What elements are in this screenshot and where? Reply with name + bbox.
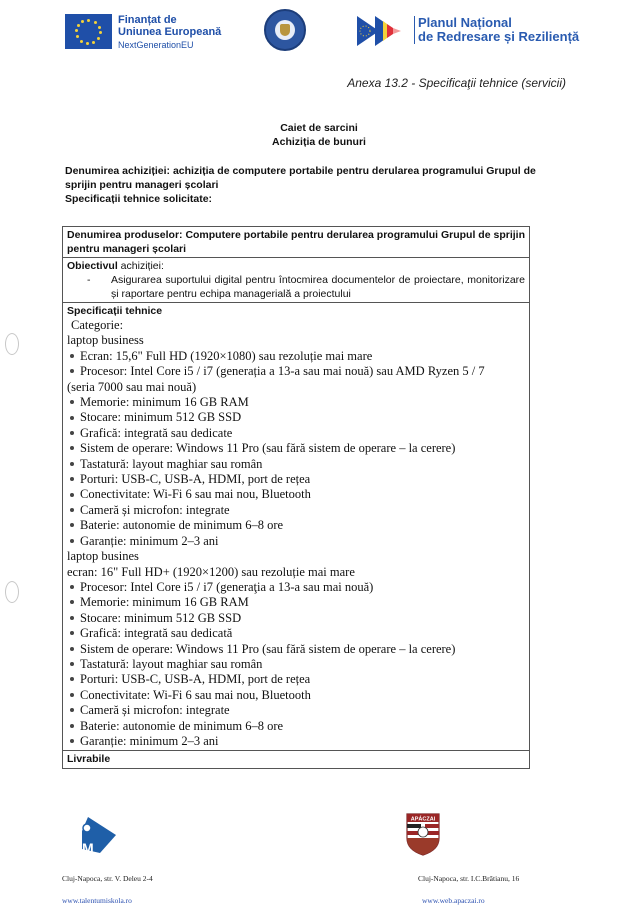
bullet-icon xyxy=(70,369,74,373)
pnrr-line-1: Planul Național xyxy=(418,15,512,30)
spec-item: Cameră și microfon: integrate xyxy=(67,703,525,718)
title-line-1: Caiet de sarcini xyxy=(280,122,358,134)
bullet-icon xyxy=(70,693,74,697)
spec-item: Cameră și microfon: integrate xyxy=(67,503,525,518)
bullet-icon xyxy=(70,647,74,651)
spec-item: Memorie: minimum 16 GB RAM xyxy=(67,595,525,610)
category-label: Categorie: xyxy=(71,318,124,332)
product-name-row xyxy=(63,227,529,258)
product-name: Denumirea produselor: Computere portabile pentru derularea programului Grupul de sprijin pentru manageri școlari xyxy=(67,229,525,255)
spec-item: Sistem de operare: Windows 11 Pro (sau fără sistem de operare – la cerere) xyxy=(67,642,525,657)
spec-item: Grafică: integrată sau dedicată xyxy=(67,626,525,641)
spec-item: Porturi: USB-C, USB-A, HDMI, port de rețea xyxy=(67,672,525,687)
deliverables-row xyxy=(63,751,529,768)
specs-title: Specificații tehnice xyxy=(67,305,163,317)
specs-requested-label: Specificații tehnice solicitate: xyxy=(65,193,213,205)
bullet-icon xyxy=(70,400,74,404)
document-title xyxy=(0,121,638,149)
pnrr-label xyxy=(414,16,579,44)
spec-item: Stocare: minimum 512 GB SSD xyxy=(67,410,525,425)
footer-left-address: Cluj-Napoca, str. V. Deleu 2-4 xyxy=(62,874,153,883)
spec-item: Baterie: autonomie de minimum 6–8 ore xyxy=(67,719,525,734)
spec-item: Stocare: minimum 512 GB SSD xyxy=(67,611,525,626)
spec-item: Grafică: integrată sau dedicate xyxy=(67,426,525,441)
bullet-icon xyxy=(70,585,74,589)
spec-item-continuation: (seria 7000 sau mai nouă) xyxy=(67,379,197,394)
pnrr-arrow-logo-icon xyxy=(357,16,412,46)
spec-item: Memorie: minimum 16 GB RAM xyxy=(67,395,525,410)
bullet-icon xyxy=(70,662,74,666)
laptop-1-name: laptop business xyxy=(67,333,144,348)
footer-left-url[interactable]: www.talentumiskola.ro xyxy=(62,896,132,905)
spec-item: Sistem de operare: Windows 11 Pro (sau fără sistem de operare – la cerere) xyxy=(67,441,525,456)
bullet-icon xyxy=(70,446,74,450)
bullet-icon xyxy=(70,708,74,712)
footer-right-address: Cluj-Napoca, str. I.C.Brătianu, 16 xyxy=(418,874,520,883)
punch-hole-mark xyxy=(5,333,19,355)
technical-specs-row xyxy=(63,303,529,751)
bullet-icon xyxy=(70,523,74,527)
spec-item: Tastatură: layout maghiar sau român xyxy=(67,457,525,472)
eu-flag-logo xyxy=(65,14,112,49)
objective-row xyxy=(63,258,529,303)
bullet-icon xyxy=(70,677,74,681)
apaczai-school-crest-icon xyxy=(406,812,440,856)
apaczai-logo-text: APÁCZAI xyxy=(410,816,436,823)
pnrr-line-2: de Redresare și Reziliență xyxy=(418,29,580,44)
objective-label: Obiectivul xyxy=(67,260,118,272)
spec-item: Garanție: minimum 2–3 ani xyxy=(67,534,525,549)
svg-text:M: M xyxy=(82,840,94,855)
eu-line-3: NextGenerationEU xyxy=(118,40,194,50)
spec-item: Baterie: autonomie de minimum 6–8 ore xyxy=(67,518,525,533)
eu-line-2: Uniunea Europeană xyxy=(118,26,222,38)
spec-item: Procesor: Intel Core i5 / i7 (generaţia a 13-a sau mai nouă) xyxy=(67,580,525,595)
bullet-icon xyxy=(70,416,74,420)
spec-item: Procesor: Intel Core i5 / i7 (generația a 13-a sau mai nouă) sau AMD Ryzen 5 / 7 xyxy=(67,364,525,379)
annex-label: Anexa 13.2 - Specificaţii tehnice (servicii) xyxy=(347,76,566,90)
spec-item: Conectivitate: Wi-Fi 6 sau mai nou, Bluetooth xyxy=(67,487,525,502)
bullet-icon xyxy=(70,724,74,728)
bullet-icon xyxy=(70,431,74,435)
eu-line-1: Finanțat de xyxy=(118,14,177,26)
eu-funding-label xyxy=(118,14,221,51)
specifications-table xyxy=(62,226,530,769)
spec-item: Tastatură: layout maghiar sau român xyxy=(67,657,525,672)
title-line-2: Achiziția de bunuri xyxy=(272,136,366,148)
romanian-government-seal-icon xyxy=(264,9,306,51)
deliverables-label: Livrabile xyxy=(67,753,111,766)
punch-hole-mark xyxy=(5,581,19,603)
bullet-icon xyxy=(70,631,74,635)
bullet-icon xyxy=(70,539,74,543)
spec-item: Porturi: USB-C, USB-A, HDMI, port de rețea xyxy=(67,472,525,487)
bullet-icon xyxy=(70,477,74,481)
bullet-icon xyxy=(70,462,74,466)
talentum-school-logo-icon xyxy=(72,815,120,855)
bullet-icon xyxy=(70,354,74,358)
intro-section xyxy=(65,164,545,206)
laptop-2-name: laptop busines xyxy=(67,549,139,564)
objective-suffix: achiziției: xyxy=(117,260,164,272)
bullet-icon xyxy=(70,616,74,620)
bullet-icon xyxy=(70,739,74,743)
dash-bullet: - xyxy=(87,274,91,286)
acquisition-name: Denumirea achiziției: achiziția de computere portabile pentru derularea programului Grupul de sprijin pentru manageri școlari xyxy=(65,165,536,191)
bullet-icon xyxy=(70,600,74,604)
objective-item xyxy=(67,273,525,301)
spec-item: Ecran: 15,6" Full HD (1920×1080) sau rezoluție mai mare xyxy=(67,349,525,364)
spec-item: Garanție: minimum 2–3 ani xyxy=(67,734,525,749)
laptop-2-screen: ecran: 16" Full HD+ (1920×1200) sau rezoluție mai mare xyxy=(67,564,355,579)
footer-right-url[interactable]: www.web.apaczai.ro xyxy=(422,896,485,905)
bullet-icon xyxy=(70,493,74,497)
spec-item: Conectivitate: Wi-Fi 6 sau mai nou, Bluetooth xyxy=(67,688,525,703)
bullet-icon xyxy=(70,508,74,512)
objective-text: Asigurarea suportului digital pentru întocmirea documentelor de proiectare, monitorizare și raportare pentru echipa managerială a proiectului xyxy=(111,274,525,300)
